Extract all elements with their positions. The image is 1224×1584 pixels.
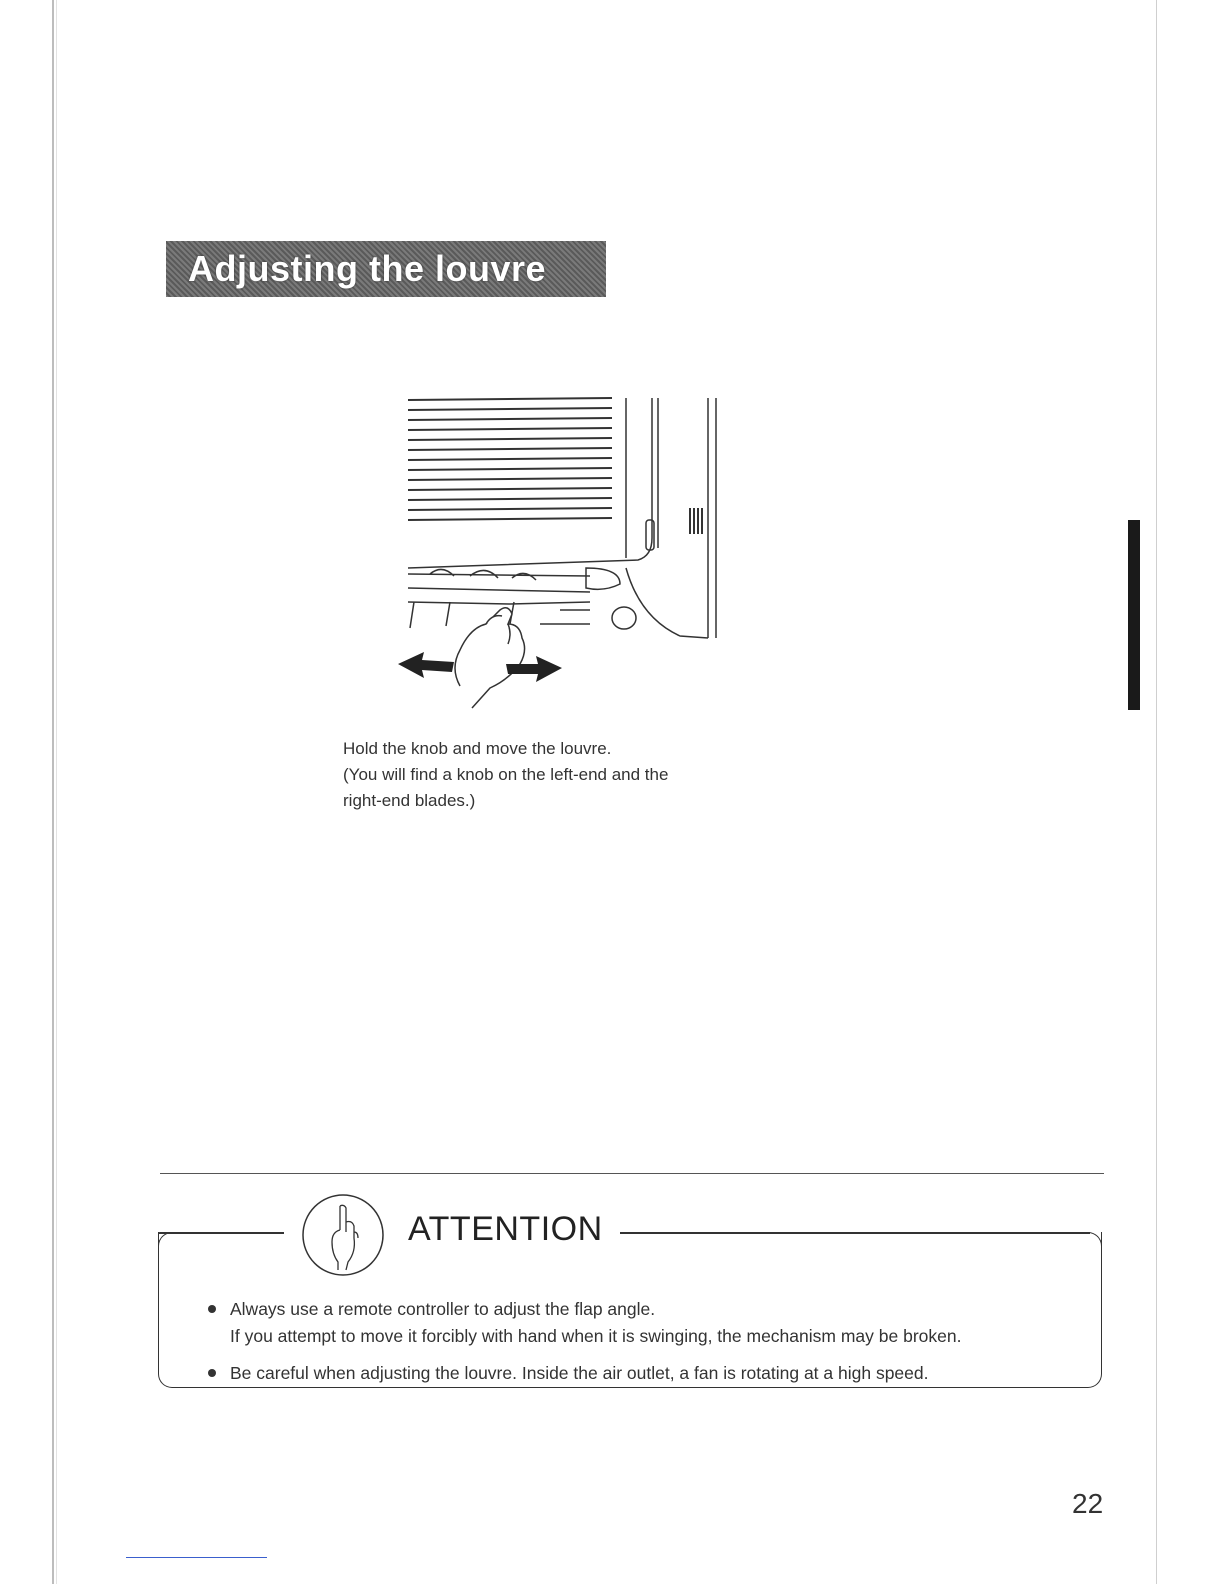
attention-bullet-list <box>206 1296 1096 1397</box>
bullet-line: Be careful when adjusting the louvre. Inside the air outlet, a fan is rotating at a high speed. <box>230 1363 929 1383</box>
caption-line: right-end blades.) <box>343 791 476 810</box>
attention-heading: ATTENTION <box>408 1210 613 1249</box>
louvre-illustration <box>390 388 730 718</box>
attention-bullet <box>206 1360 1096 1387</box>
page-number: 22 <box>1072 1488 1104 1519</box>
attention-bullet <box>206 1296 1096 1350</box>
bullet-line: Always use a remote controller to adjust the flap angle. <box>230 1299 656 1319</box>
attention-box-top-left-line <box>158 1232 284 1234</box>
section-divider <box>160 1173 1104 1174</box>
figure-caption <box>343 736 773 814</box>
chapter-side-tab <box>1128 520 1140 710</box>
caption-line: (You will find a knob on the left-end and the <box>343 765 669 784</box>
attention-box-top-right-line <box>620 1232 1090 1234</box>
bullet-dot-icon <box>208 1305 216 1313</box>
page-edge-left-inner <box>56 0 57 1584</box>
page-edge-left <box>52 0 54 1584</box>
caption-line: Hold the knob and move the louvre. <box>343 739 612 758</box>
grille-lines <box>408 398 612 520</box>
bottom-underline <box>126 1557 267 1558</box>
pointing-hand-icon <box>300 1192 386 1278</box>
hand-icon <box>455 608 525 708</box>
bullet-line: If you attempt to move it forcibly with hand when it is swinging, the mechanism may be broken. <box>230 1326 962 1346</box>
page-edge-right <box>1156 0 1157 1584</box>
louvre-blades <box>408 568 636 629</box>
bullet-dot-icon <box>208 1369 216 1377</box>
section-title: Adjusting the louvre <box>188 248 547 289</box>
section-title-banner <box>166 241 606 297</box>
